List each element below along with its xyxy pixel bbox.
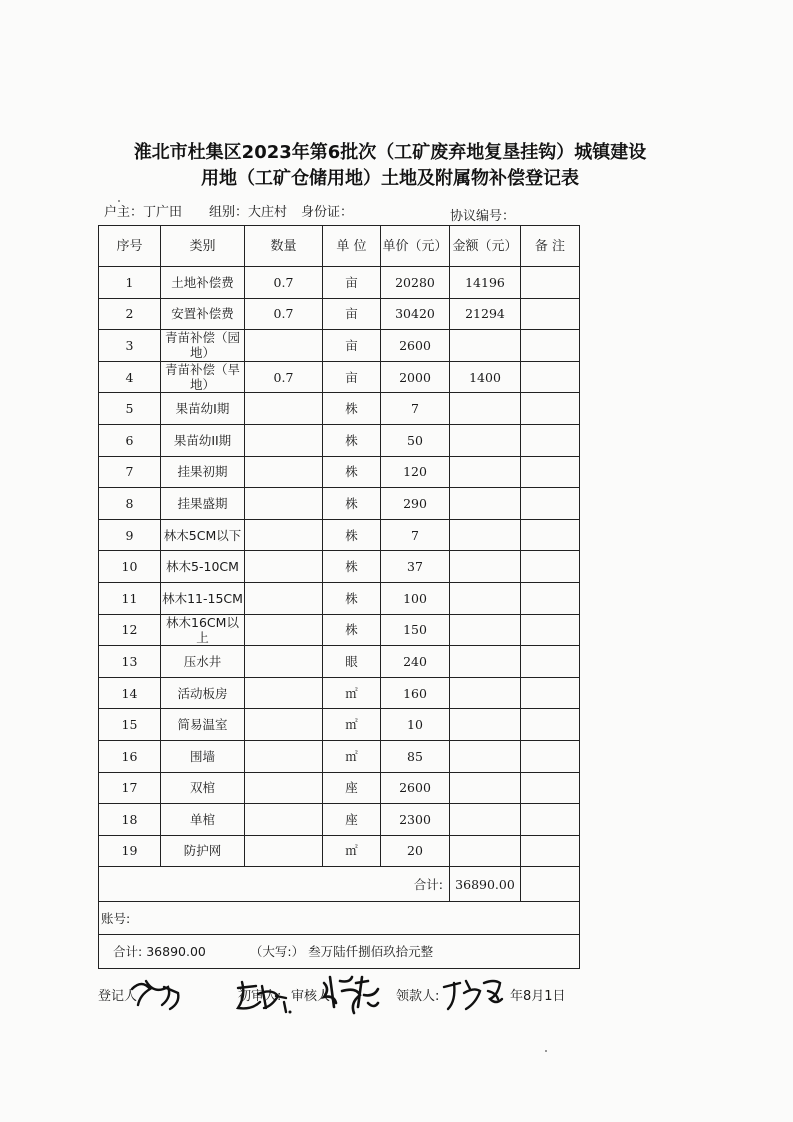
row-note xyxy=(521,835,580,867)
row-unit-price: 7 xyxy=(381,393,450,425)
row-amount xyxy=(450,330,521,362)
table-row xyxy=(99,582,580,614)
total-cell xyxy=(99,935,580,969)
subtotal-row xyxy=(99,867,580,902)
row-category: 压水井 xyxy=(161,646,245,678)
owner-value: 丁广田 xyxy=(143,205,183,220)
row-quantity xyxy=(245,393,323,425)
row-quantity xyxy=(245,582,323,614)
row-amount xyxy=(450,709,521,741)
title-line-2: 用地（工矿仓储用地）土地及附属物补偿登记表 xyxy=(201,168,579,189)
table-row xyxy=(99,740,580,772)
table-row xyxy=(99,646,580,678)
row-note xyxy=(521,298,580,330)
capital-label: （大写:） xyxy=(249,944,305,960)
owner-field xyxy=(104,201,182,220)
row-amount xyxy=(450,519,521,551)
row-amount: 21294 xyxy=(450,298,521,330)
row-unit: 亩 xyxy=(323,361,381,393)
table-header-row xyxy=(99,226,580,267)
row-unit: ㎡ xyxy=(323,677,381,709)
row-category: 简易温室 xyxy=(161,709,245,741)
row-number: 1 xyxy=(99,267,161,299)
title-line-1: 淮北市杜集区2023年第6批次（工矿废弃地复垦挂钩）城镇建设 xyxy=(133,142,647,163)
row-unit: 株 xyxy=(323,519,381,551)
row-number: 15 xyxy=(99,709,161,741)
owner-label: 户主： xyxy=(104,205,144,220)
account-row xyxy=(99,902,580,935)
header-no: 序号 xyxy=(99,226,161,267)
recipient-signature xyxy=(440,975,510,1017)
row-category: 林木5-10CM xyxy=(161,551,245,583)
row-category: 活动板房 xyxy=(161,677,245,709)
row-category: 果苗幼II期 xyxy=(161,424,245,456)
table-row xyxy=(99,298,580,330)
row-unit: 株 xyxy=(323,393,381,425)
group-field xyxy=(209,201,287,220)
row-quantity xyxy=(245,740,323,772)
group-label: 组别： xyxy=(209,205,249,220)
row-number: 2 xyxy=(99,298,161,330)
row-note xyxy=(521,709,580,741)
row-number: 7 xyxy=(99,456,161,488)
row-quantity xyxy=(245,835,323,867)
row-number: 12 xyxy=(99,614,161,646)
header-quantity: 数量 xyxy=(245,226,323,267)
row-unit: 眼 xyxy=(323,646,381,678)
table-row xyxy=(99,393,580,425)
table-row xyxy=(99,772,580,804)
row-unit-price: 240 xyxy=(381,646,450,678)
row-quantity xyxy=(245,772,323,804)
row-amount xyxy=(450,393,521,425)
row-unit-price: 20280 xyxy=(381,267,450,299)
row-number: 9 xyxy=(99,519,161,551)
table-row xyxy=(99,614,580,646)
row-amount xyxy=(450,551,521,583)
row-number: 14 xyxy=(99,677,161,709)
row-note xyxy=(521,519,580,551)
table-row xyxy=(99,330,580,362)
row-number: 16 xyxy=(99,740,161,772)
row-amount xyxy=(450,804,521,836)
row-quantity xyxy=(245,677,323,709)
row-unit-price: 20 xyxy=(381,835,450,867)
row-number: 18 xyxy=(99,804,161,836)
row-amount: 14196 xyxy=(450,267,521,299)
row-unit: 株 xyxy=(323,488,381,520)
table-row xyxy=(99,519,580,551)
row-category: 围墙 xyxy=(161,740,245,772)
row-number: 4 xyxy=(99,361,161,393)
row-category: 挂果盛期 xyxy=(161,488,245,520)
row-quantity xyxy=(245,646,323,678)
row-quantity: 0.7 xyxy=(245,298,323,330)
row-quantity xyxy=(245,519,323,551)
row-quantity xyxy=(245,614,323,646)
row-unit-price: 7 xyxy=(381,519,450,551)
row-quantity xyxy=(245,709,323,741)
row-category: 双棺 xyxy=(161,772,245,804)
scan-speck xyxy=(545,1050,547,1052)
row-category: 林木5CM以下 xyxy=(161,519,245,551)
row-number: 6 xyxy=(99,424,161,456)
row-quantity xyxy=(245,488,323,520)
row-unit: ㎡ xyxy=(323,835,381,867)
row-amount xyxy=(450,835,521,867)
registrar-signature xyxy=(128,975,188,1015)
row-amount xyxy=(450,582,521,614)
row-note xyxy=(521,393,580,425)
row-unit: 亩 xyxy=(323,330,381,362)
row-unit: 株 xyxy=(323,582,381,614)
row-unit-price: 2600 xyxy=(381,330,450,362)
row-quantity xyxy=(245,424,323,456)
group-value: 大庄村 xyxy=(248,205,288,220)
row-unit-price: 50 xyxy=(381,424,450,456)
row-unit: 座 xyxy=(323,772,381,804)
row-amount xyxy=(450,424,521,456)
header-amount: 金额（元） xyxy=(450,226,521,267)
row-unit-price: 150 xyxy=(381,614,450,646)
subtotal-value: 36890.00 xyxy=(450,867,521,902)
header-note: 备 注 xyxy=(521,226,580,267)
row-unit-price: 30420 xyxy=(381,298,450,330)
row-note xyxy=(521,582,580,614)
document-title xyxy=(95,140,685,192)
recipient-label: 领款人: xyxy=(396,989,440,1004)
table-row xyxy=(99,361,580,393)
row-quantity: 0.7 xyxy=(245,267,323,299)
capital-value: 叁万陆仟捌佰玖拾元整 xyxy=(308,944,434,960)
row-category: 果苗幼I期 xyxy=(161,393,245,425)
row-category: 单棺 xyxy=(161,804,245,836)
total-label: 合计: xyxy=(113,944,143,960)
table-row xyxy=(99,267,580,299)
agreement-field xyxy=(450,205,515,224)
table-row xyxy=(99,677,580,709)
row-quantity xyxy=(245,330,323,362)
row-unit: ㎡ xyxy=(323,740,381,772)
row-number: 17 xyxy=(99,772,161,804)
row-category: 林木11-15CM xyxy=(161,582,245,614)
row-number: 3 xyxy=(99,330,161,362)
agreement-label: 协议编号： xyxy=(450,209,516,224)
row-note xyxy=(521,740,580,772)
row-unit-price: 120 xyxy=(381,456,450,488)
row-category: 防护网 xyxy=(161,835,245,867)
row-unit-price: 290 xyxy=(381,488,450,520)
row-note xyxy=(521,361,580,393)
row-number: 13 xyxy=(99,646,161,678)
row-amount xyxy=(450,772,521,804)
row-amount xyxy=(450,740,521,772)
row-unit: 株 xyxy=(323,614,381,646)
row-amount xyxy=(450,488,521,520)
row-quantity: 0.7 xyxy=(245,361,323,393)
row-category: 土地补偿费 xyxy=(161,267,245,299)
id-label: 身份证： xyxy=(301,205,354,220)
row-amount xyxy=(450,456,521,488)
row-number: 5 xyxy=(99,393,161,425)
row-note xyxy=(521,646,580,678)
registrar-label: 登记人 xyxy=(98,989,138,1004)
reviewer-label: 审核人: xyxy=(291,989,335,1004)
row-unit: 亩 xyxy=(323,298,381,330)
row-unit: 株 xyxy=(323,551,381,583)
row-amount: 1400 xyxy=(450,361,521,393)
row-number: 19 xyxy=(99,835,161,867)
header-unit-price: 单价（元） xyxy=(381,226,450,267)
total-value: 36890.00 xyxy=(146,944,206,960)
row-note xyxy=(521,804,580,836)
row-unit-price: 100 xyxy=(381,582,450,614)
row-category: 林木16CM以上 xyxy=(161,614,245,646)
row-number: 10 xyxy=(99,551,161,583)
reviewer-signature xyxy=(318,973,382,1023)
row-note xyxy=(521,614,580,646)
first-review-label: 初审人: xyxy=(238,989,282,1004)
total-row xyxy=(99,935,580,969)
row-category: 青苗补偿（旱地） xyxy=(161,361,245,393)
row-note xyxy=(521,488,580,520)
table-row xyxy=(99,804,580,836)
row-category: 安置补偿费 xyxy=(161,298,245,330)
table-row xyxy=(99,488,580,520)
table-row xyxy=(99,709,580,741)
row-note xyxy=(521,456,580,488)
row-quantity xyxy=(245,804,323,836)
scan-speck xyxy=(118,200,120,202)
row-unit: 株 xyxy=(323,424,381,456)
row-amount xyxy=(450,614,521,646)
row-unit: 株 xyxy=(323,456,381,488)
row-category: 挂果初期 xyxy=(161,456,245,488)
row-unit-price: 37 xyxy=(381,551,450,583)
row-number: 11 xyxy=(99,582,161,614)
row-note xyxy=(521,772,580,804)
compensation-table xyxy=(98,225,580,969)
table-row xyxy=(99,835,580,867)
account-label: 账号: xyxy=(99,902,580,935)
row-note xyxy=(521,551,580,583)
table-row xyxy=(99,456,580,488)
row-unit: 亩 xyxy=(323,267,381,299)
row-unit-price: 10 xyxy=(381,709,450,741)
table-row xyxy=(99,551,580,583)
first-review-signature xyxy=(232,978,294,1018)
subtotal-label: 合计: xyxy=(99,867,450,902)
header-unit: 单 位 xyxy=(323,226,381,267)
row-amount xyxy=(450,646,521,678)
row-unit-price: 2300 xyxy=(381,804,450,836)
row-quantity xyxy=(245,456,323,488)
id-field xyxy=(301,201,353,220)
date-text: 年8月1日 xyxy=(510,989,566,1004)
row-note xyxy=(521,424,580,456)
header-category: 类别 xyxy=(161,226,245,267)
row-unit: ㎡ xyxy=(323,709,381,741)
subtotal-note xyxy=(521,867,580,902)
row-note xyxy=(521,330,580,362)
row-unit-price: 2600 xyxy=(381,772,450,804)
row-category: 青苗补偿（园地） xyxy=(161,330,245,362)
row-note xyxy=(521,267,580,299)
row-note xyxy=(521,677,580,709)
row-unit: 座 xyxy=(323,804,381,836)
row-unit-price: 85 xyxy=(381,740,450,772)
row-quantity xyxy=(245,551,323,583)
row-number: 8 xyxy=(99,488,161,520)
row-amount xyxy=(450,677,521,709)
table-row xyxy=(99,424,580,456)
row-unit-price: 2000 xyxy=(381,361,450,393)
row-unit-price: 160 xyxy=(381,677,450,709)
